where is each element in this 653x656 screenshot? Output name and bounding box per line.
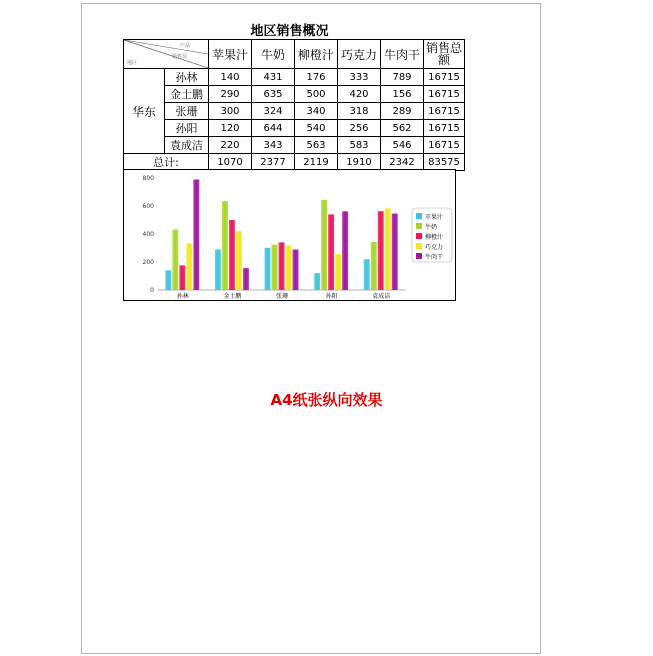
total-cell: 16715: [424, 120, 465, 137]
legend-label: 牛奶: [425, 224, 438, 231]
salesperson-cell: 孙林: [165, 69, 209, 86]
value-cell: 290: [209, 86, 252, 103]
value-cell: 156: [381, 86, 424, 103]
legend-label: 巧克力: [425, 244, 444, 251]
bar-1-3: [236, 231, 242, 290]
salesperson-cell: 金士鹏: [165, 86, 209, 103]
bar-2-3: [286, 245, 292, 290]
bar-2-0: [265, 248, 271, 290]
value-cell: 324: [252, 103, 295, 120]
bar-0-1: [172, 230, 178, 290]
value-cell: 644: [252, 120, 295, 137]
legend-swatch: [416, 253, 422, 259]
bar-3-4: [342, 211, 348, 290]
corner-label-salesperson: 销售员: [172, 54, 188, 60]
bar-3-2: [328, 214, 334, 290]
bar-3-3: [335, 254, 341, 290]
bar-0-4: [193, 180, 199, 290]
y-tick-label: 800: [142, 175, 154, 182]
x-tick-label: 孙林: [176, 293, 189, 300]
bar-0-2: [179, 265, 185, 290]
corner-label-region: 地区: [127, 60, 138, 66]
value-cell: 176: [295, 69, 338, 86]
legend-swatch: [416, 223, 422, 229]
value-cell: 256: [338, 120, 381, 137]
bar-0-0: [165, 270, 171, 290]
sum-cell: 2377: [252, 154, 295, 171]
value-cell: 340: [295, 103, 338, 120]
total-cell: 16715: [424, 86, 465, 103]
bar-1-4: [243, 268, 249, 290]
col-header: 柳橙汁: [295, 40, 338, 69]
col-header: 牛肉干: [381, 40, 424, 69]
col-header: 巧克力: [338, 40, 381, 69]
col-header: 牛奶: [252, 40, 295, 69]
bar-4-1: [371, 242, 377, 290]
total-cell: 16715: [424, 69, 465, 86]
sales-chart: [123, 169, 456, 301]
legend-label: 柳橙汁: [425, 234, 444, 241]
value-cell: 635: [252, 86, 295, 103]
value-cell: 333: [338, 69, 381, 86]
value-cell: 140: [209, 69, 252, 86]
chart-canvas: [124, 170, 455, 300]
salesperson-cell: 张珊: [165, 103, 209, 120]
col-header: 销售总额: [424, 40, 465, 69]
total-cell: 16715: [424, 137, 465, 154]
sum-cell: 1070: [209, 154, 252, 171]
col-header: 苹果汁: [209, 40, 252, 69]
x-tick-label: 金士鹏: [223, 293, 242, 300]
sales-table: [123, 39, 465, 171]
value-cell: 343: [252, 137, 295, 154]
bar-0-3: [186, 243, 192, 290]
legend-swatch: [416, 243, 422, 249]
value-cell: 300: [209, 103, 252, 120]
grand-total-cell: 83575: [424, 154, 465, 171]
legend-swatch: [416, 233, 422, 239]
sum-cell: 1910: [338, 154, 381, 171]
value-cell: 120: [209, 120, 252, 137]
value-cell: 318: [338, 103, 381, 120]
bar-2-4: [293, 250, 299, 290]
sum-cell: 2119: [295, 154, 338, 171]
x-tick-label: 孙阳: [325, 293, 338, 300]
bar-2-2: [279, 242, 285, 290]
salesperson-cell: 袁成洁: [165, 137, 209, 154]
value-cell: 789: [381, 69, 424, 86]
page-orientation-note: A4纸张纵向效果: [270, 391, 383, 409]
corner-header-cell: [124, 40, 209, 69]
legend-swatch: [416, 213, 422, 219]
sum-cell: 2342: [381, 154, 424, 171]
legend-label: 牛肉干: [425, 254, 444, 261]
value-cell: 420: [338, 86, 381, 103]
value-cell: 431: [252, 69, 295, 86]
salesperson-cell: 孙阳: [165, 120, 209, 137]
value-cell: 546: [381, 137, 424, 154]
value-cell: 289: [381, 103, 424, 120]
bar-4-2: [378, 211, 384, 290]
value-cell: 540: [295, 120, 338, 137]
x-tick-label: 张珊: [275, 293, 289, 300]
y-tick-label: 200: [142, 259, 154, 266]
corner-label-product: 产品: [180, 43, 191, 49]
legend-label: 苹果汁: [425, 214, 444, 221]
bar-3-0: [314, 273, 320, 290]
total-cell: 16715: [424, 103, 465, 120]
value-cell: 583: [338, 137, 381, 154]
total-label: 总计:: [124, 154, 209, 171]
y-tick-label: 0: [150, 287, 154, 294]
value-cell: 220: [209, 137, 252, 154]
bar-4-0: [364, 259, 370, 290]
y-tick-label: 400: [142, 231, 154, 238]
value-cell: 500: [295, 86, 338, 103]
value-cell: 562: [381, 120, 424, 137]
bar-4-3: [385, 208, 391, 290]
bar-1-1: [222, 201, 228, 290]
bar-2-1: [272, 245, 278, 290]
document-title: 地区销售概况: [250, 24, 329, 39]
bar-1-2: [229, 220, 235, 290]
bar-4-4: [392, 214, 398, 290]
y-tick-label: 600: [142, 203, 154, 210]
value-cell: 563: [295, 137, 338, 154]
bar-3-1: [321, 200, 327, 290]
x-tick-label: 袁成洁: [372, 293, 391, 300]
region-cell: 华东: [124, 69, 165, 154]
bar-1-0: [215, 249, 221, 290]
